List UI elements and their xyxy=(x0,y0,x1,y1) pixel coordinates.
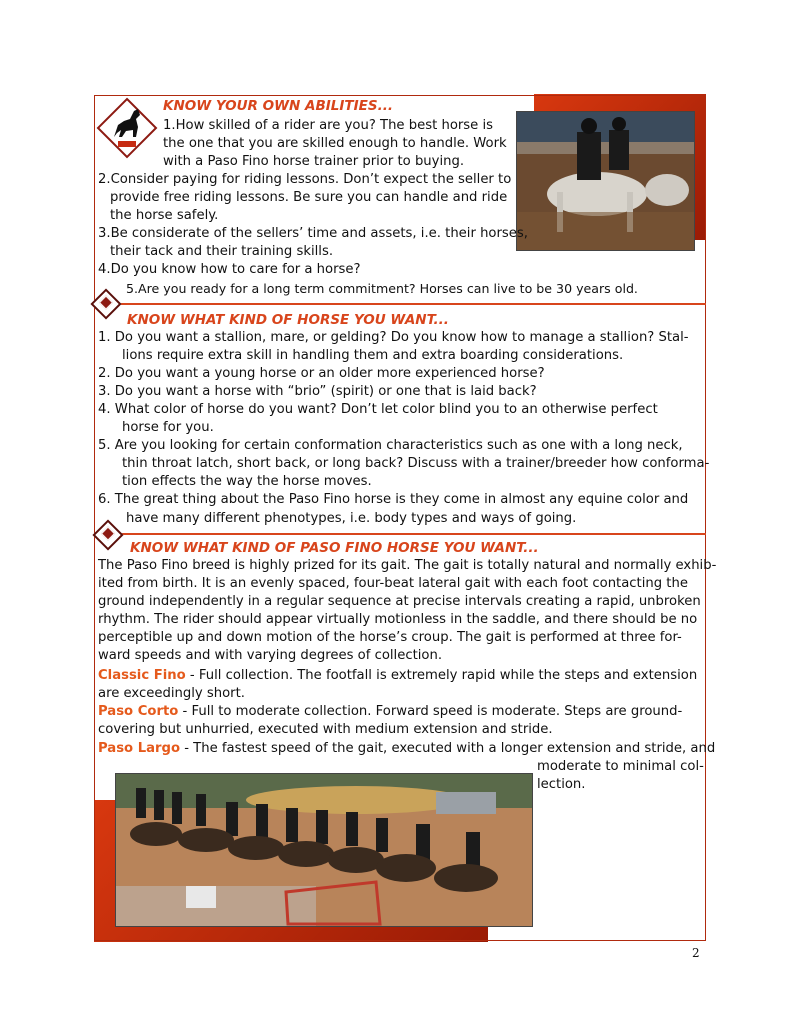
section3-line: ground independently in a regular sequence at precise intervals creating a rapid, unbroken xyxy=(98,594,701,609)
section2-heading: KNOW WHAT KIND OF HORSE YOU WANT... xyxy=(127,312,449,328)
section2-line: thin throat latch, short back, or long back? Discuss with a trainer/breeder how conforma- xyxy=(122,456,710,471)
classic-fino-label: Classic Fino xyxy=(98,668,186,683)
section1-line: 3.Be considerate of the sellers’ time and assets, i.e. their horses, xyxy=(98,226,528,241)
paso-largo-label: Paso Largo xyxy=(98,741,181,756)
paso-fino-logo xyxy=(96,97,158,159)
section2-line: lions require extra skill in handling them and extra boarding considerations. xyxy=(122,348,624,363)
section1-line: 4.Do you know how to care for a horse? xyxy=(98,262,361,277)
section1-line: their tack and their training skills. xyxy=(110,244,334,259)
section1-heading: KNOW YOUR OWN ABILITIES... xyxy=(163,98,393,114)
section2-line: have many different phenotypes, i.e. body types and ways of going. xyxy=(126,511,577,526)
paso-largo-text: - The fastest speed of the gait, executed with a longer extension and stride, and xyxy=(180,741,716,756)
photo-horse-show-group xyxy=(115,773,533,927)
section1-line: provide free riding lessons. Be sure you can handle and ride xyxy=(110,190,508,205)
section-divider xyxy=(110,533,706,535)
section1-line: 5.Are you ready for a long term commitment? Horses can live to be 30 years old. xyxy=(126,281,638,296)
section1-line: the horse safely. xyxy=(110,208,219,223)
paso-corto-label: Paso Corto xyxy=(98,704,179,719)
section2-line: 5. Are you looking for certain conformation characteristics such as one with a long neck, xyxy=(98,438,683,453)
section2-line: 2. Do you want a young horse or an older more experienced horse? xyxy=(98,366,545,381)
paso-largo-line-3: lection. xyxy=(537,777,586,792)
classic-fino-line-2: are exceedingly short. xyxy=(98,686,245,701)
photo-riders-arena xyxy=(516,111,695,251)
section1-line: 2.Consider paying for riding lessons. Don’t expect the seller to xyxy=(98,172,512,187)
section1-line: 1.How skilled of a rider are you? The best horse is xyxy=(163,118,494,133)
paso-largo-line xyxy=(98,740,715,758)
section2-line: horse for you. xyxy=(122,420,214,435)
section3-line: ward speeds and with varying degrees of collection. xyxy=(98,648,443,663)
section2-line: 3. Do you want a horse with “brio” (spirit) or one that is laid back? xyxy=(98,384,537,399)
paso-corto-line-2: covering but unhurried, executed with medium extension and stride. xyxy=(98,722,553,737)
section3-line: The Paso Fino breed is highly prized for its gait. The gait is totally natural and normally exhib- xyxy=(98,558,717,573)
section2-line: 1. Do you want a stallion, mare, or gelding? Do you know how to manage a stallion? Stal- xyxy=(98,330,689,345)
section3-line: rhythm. The rider should appear virtually motionless in the saddle, and there should be no xyxy=(98,612,698,627)
section2-line: 4. What color of horse do you want? Don’t let color blind you to an otherwise perfect xyxy=(98,402,658,417)
section3-line: ited from birth. It is an evenly spaced, four-beat lateral gait with each foot contacting the xyxy=(98,576,688,591)
section2-line: 6. The great thing about the Paso Fino horse is they come in almost any equine color and xyxy=(98,492,689,507)
section1-line: with a Paso Fino horse trainer prior to buying. xyxy=(163,154,465,169)
classic-fino-text: - Full collection. The footfall is extremely rapid while the steps and extension xyxy=(185,668,698,683)
section3-line: perceptible up and down motion of the horse’s croup. The gait is performed at three for- xyxy=(98,630,682,645)
section3-heading: KNOW WHAT KIND OF PASO FINO HORSE YOU WANT... xyxy=(130,540,539,556)
section-divider xyxy=(110,303,706,305)
paso-corto-text: - Full to moderate collection. Forward speed is moderate. Steps are ground- xyxy=(178,704,683,719)
section1-line: the one that you are skilled enough to handle. Work xyxy=(163,136,507,151)
paso-largo-line-2: moderate to minimal col- xyxy=(537,759,704,774)
classic-fino-line xyxy=(98,667,697,685)
page-number: 2 xyxy=(692,946,700,960)
paso-corto-line xyxy=(98,703,682,721)
section2-line: tion effects the way the horse moves. xyxy=(122,474,372,489)
